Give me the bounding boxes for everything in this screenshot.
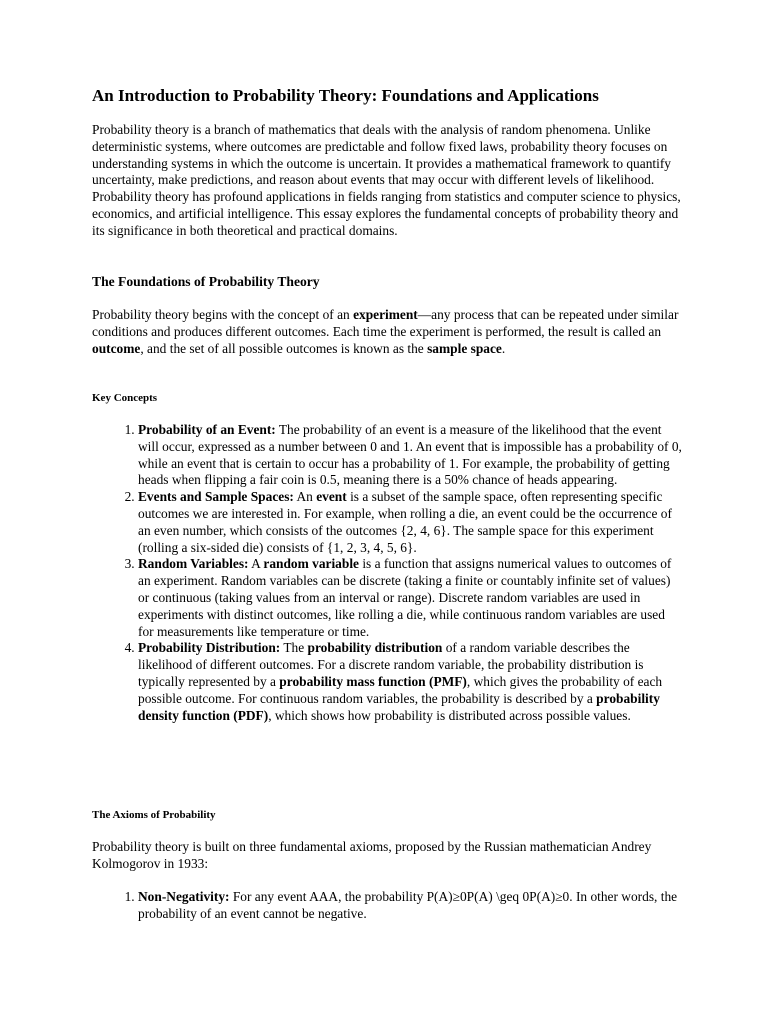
item-text: An [293, 489, 317, 505]
item-text: The [280, 640, 308, 656]
foundations-text-3: , and the set of all possible outcomes is known as the [140, 340, 428, 356]
term-probability-distribution: probability distribution [307, 640, 443, 656]
item-text: , which gives the probability of each possible outcome. For continuous random variables, the probability is described by a [138, 673, 663, 706]
term-experiment: experiment [353, 307, 418, 322]
item-text: is a subset of the sample space, often representing specific outcomes we are interested in. For example, when rolling a die, an event could be the occurrence of an even number, which consists of the outcomes {2, 4, 6}. The sample space for this experiment (rolling a six-sided die) consists of {1, 2, 3, 4, 5, 6}. [138, 489, 672, 555]
foundations-text-1: Probability theory begins with the concept of an [92, 307, 354, 322]
term-outcome: outcome [92, 340, 141, 356]
list-item [138, 640, 682, 724]
item-text: , which shows how probability is distributed across possible values. [268, 707, 631, 723]
item-text: of a random variable describes the likelihood of different outcomes. For a discrete random variable, the probability distribution is typically represented by a [138, 640, 644, 689]
axioms-heading: The Axioms of Probability [92, 809, 216, 821]
term-random-variable: random variable [263, 556, 359, 572]
item-text: A [248, 556, 264, 572]
item-label: Non-Negativity: [138, 889, 230, 904]
list-item [138, 422, 682, 489]
foundations-paragraph [92, 307, 682, 357]
axioms-list [92, 889, 682, 923]
item-text: For any event AAA, the probability P(A)≥0P(A) \geq 0P(A)≥0. In other words, the probability of an event cannot be negative. [138, 889, 678, 921]
term-event: event [316, 489, 347, 505]
item-label: Probability of an Event: [138, 422, 276, 437]
item-text: is a function that assigns numerical values to outcomes of an experiment. Random variables can be discrete (taking a finite or countably infinite set of values) or continuous (taking values from an interval or range). Discrete random variables are used in experiments with distinct outcomes, like rolling a die, while continuous random variables are used for measurements like temperature or time. [138, 556, 672, 639]
term-pmf: probability mass function (PMF) [279, 673, 467, 689]
list-item [138, 556, 682, 640]
intro-paragraph: Probability theory is a branch of mathematics that deals with the analysis of random phenomena. Unlike deterministic systems, where outcomes are predictable and follow fixed laws, probability theory focuses on understanding systems in which the outcome is uncertain. It provides a mathematical framework to quantify uncertainty, make predictions, and reason about events that may occur with different levels of likelihood. Probability theory has profound applications in fields ranging from statistics and computer science to physics, economics, and artificial intelligence. This essay explores the fundamental concepts of probability theory and its significance in both theoretical and practical domains. [92, 122, 681, 238]
item-label: Probability Distribution: [138, 640, 281, 656]
key-concepts-list [92, 422, 682, 724]
document-title: An Introduction to Probability Theory: Foundations and Applications [92, 86, 599, 105]
foundations-text-4: . [501, 340, 506, 356]
term-sample-space: sample space [427, 340, 502, 356]
axioms-intro-paragraph: Probability theory is built on three fundamental axioms, proposed by the Russian mathematician Andrey Kolmogorov in 1933: [92, 839, 652, 871]
foundations-text-2: —any process that can be repeated under similar conditions and produces different outcomes. Each time the experiment is performed, the result is called an [92, 307, 679, 339]
item-text: The probability of an event is a measure of the likelihood that the event will occur, expressed as a number between 0 and 1. An event that is impossible has a probability of 0, while an event that is certain to occur has a probability of 1. For example, the probability of getting heads when flipping a fair coin is 0.5, meaning there is a 50% chance of heads appearing. [138, 422, 682, 488]
item-label: Random Variables: [138, 556, 249, 572]
foundations-heading: The Foundations of Probability Theory [92, 274, 320, 289]
term-pdf: probability density function (PDF) [138, 690, 660, 723]
item-label: Events and Sample Spaces: [138, 489, 294, 505]
list-item [138, 489, 682, 556]
key-concepts-heading: Key Concepts [92, 392, 158, 404]
list-item [138, 889, 682, 923]
